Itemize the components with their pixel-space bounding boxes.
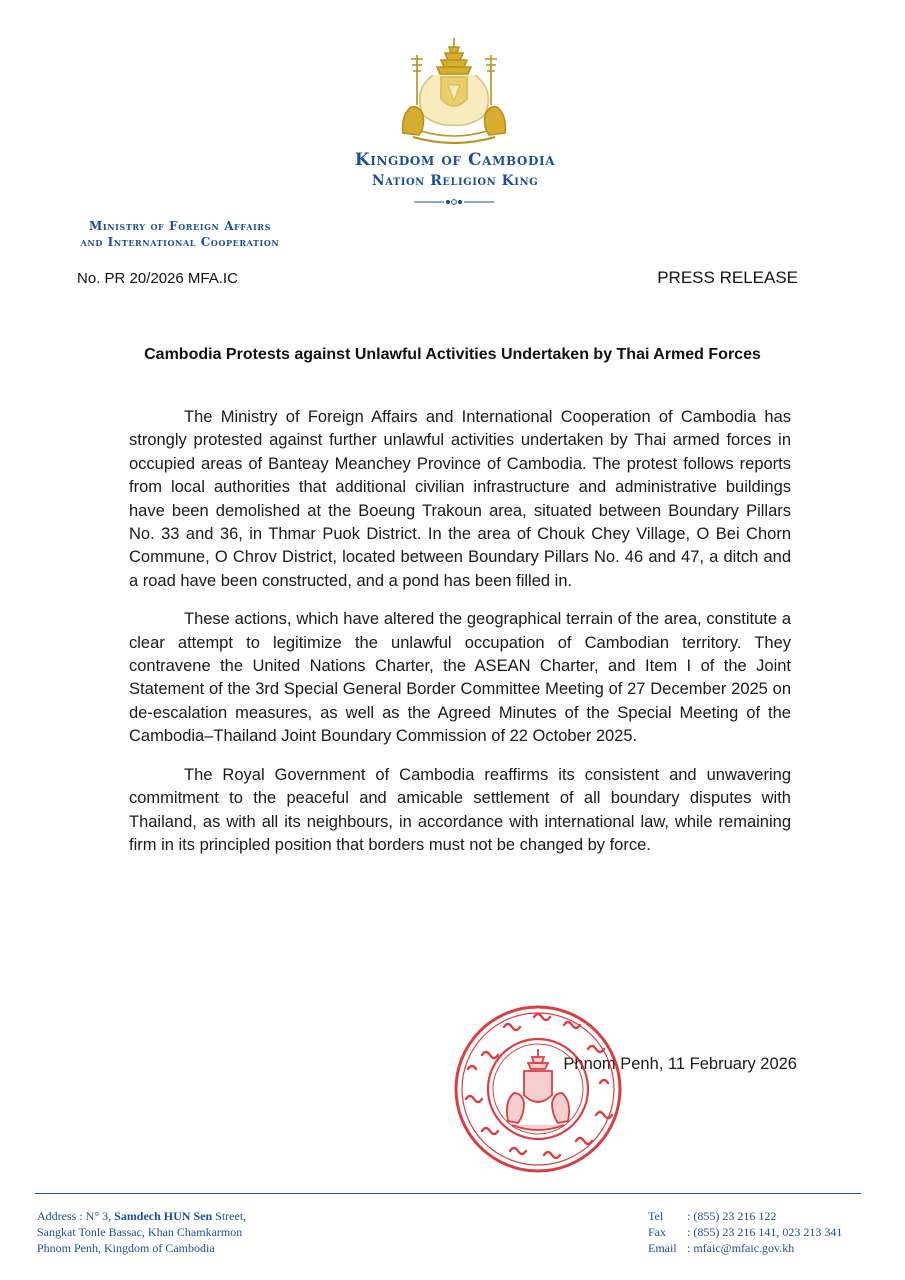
tel-label: Tel	[648, 1209, 664, 1223]
fax-value: : (855) 23 216 141, 023 213 341	[687, 1225, 843, 1239]
place-and-date: Phnom Penh, 11 February 2026	[563, 1055, 797, 1073]
address-line-1	[37, 1208, 246, 1224]
press-release-title: Cambodia Protests against Unlawful Activities Undertaken by Thai Armed Forces	[144, 346, 761, 363]
footer-address	[37, 1208, 246, 1256]
address-label: Address : N° 3,	[37, 1209, 112, 1223]
reference-number: No. PR 20/2026 MFA.IC	[77, 270, 238, 287]
footer-contacts	[648, 1208, 842, 1256]
kingdom-header	[255, 150, 655, 189]
body-paragraph-2: These actions, which have altered the geographical terrain of the area, constitute a clear attempt to legitimize the unlawful occupation of Cambodian territory. They contravene the United Nations Charter, the ASEAN Charter, and Item I of the Joint Statement of the 3rd Special General Border Committee Meeting of 27 December 2025 on de-escalation measures, as well as the Agreed Minutes of the Special Meeting of the Cambodia–Thailand Joint Boundary Commission of 22 October 2025.	[129, 610, 791, 746]
ministry-name	[30, 218, 330, 250]
address-line-2: Sangkat Tonle Bassac, Khan Chamkarmon	[37, 1225, 243, 1239]
fax-label: Fax	[648, 1225, 666, 1239]
footer-divider	[35, 1193, 861, 1194]
document-type: PRESS RELEASE	[657, 268, 798, 287]
ministry-line-2: and International Cooperation	[80, 235, 280, 249]
contact-fax	[648, 1224, 842, 1240]
decorative-divider-icon	[412, 197, 496, 207]
email-value[interactable]: : mfaic@mfaic.gov.kh	[687, 1241, 795, 1255]
body-paragraph-1: The Ministry of Foreign Affairs and International Cooperation of Cambodia has strongly protested against further unlawful activities undertaken by Thai armed forces in occupied areas of Banteay Meanchey Province of Cambodia. The protest follows reports from local authorities that additional civilian infrastructure and administrative buildings have been demolished at the Boeung Trakoun area, situated between Boundary Pillars No. 33 and 36, in Thmar Puok District. In the area of Chouk Chey Village, O Bei Chorn Commune, O Chrov District, located between Boundary Pillars No. 46 and 47, a ditch and a road have been constructed, and a pond has been filled in.	[129, 408, 791, 590]
contact-tel	[648, 1208, 842, 1224]
ministry-seal-icon	[452, 1003, 624, 1175]
national-motto: Nation Religion King	[371, 173, 539, 189]
address-street-name: Samdech HUN Sen	[114, 1209, 213, 1223]
contact-email	[648, 1240, 842, 1256]
press-release-body	[129, 406, 791, 872]
tel-value: : (855) 23 216 122	[687, 1209, 777, 1223]
address-street-suffix: Street,	[215, 1209, 247, 1223]
kingdom-title: Kingdom of Cambodia	[354, 150, 556, 170]
royal-arms-emblem-icon	[393, 35, 515, 150]
ministry-line-1: Ministry of Foreign Affairs	[88, 219, 271, 233]
address-line-3: Phnom Penh, Kingdom of Cambodia	[37, 1241, 215, 1255]
body-paragraph-3: The Royal Government of Cambodia reaffirms its consistent and unwavering commitment to the peaceful and amicable settlement of all boundary disputes with Thailand, as with all its neighbours, in accordance with international law, while remaining firm in its principled position that borders must not be changed by force.	[129, 765, 791, 854]
email-label: Email	[648, 1241, 677, 1255]
